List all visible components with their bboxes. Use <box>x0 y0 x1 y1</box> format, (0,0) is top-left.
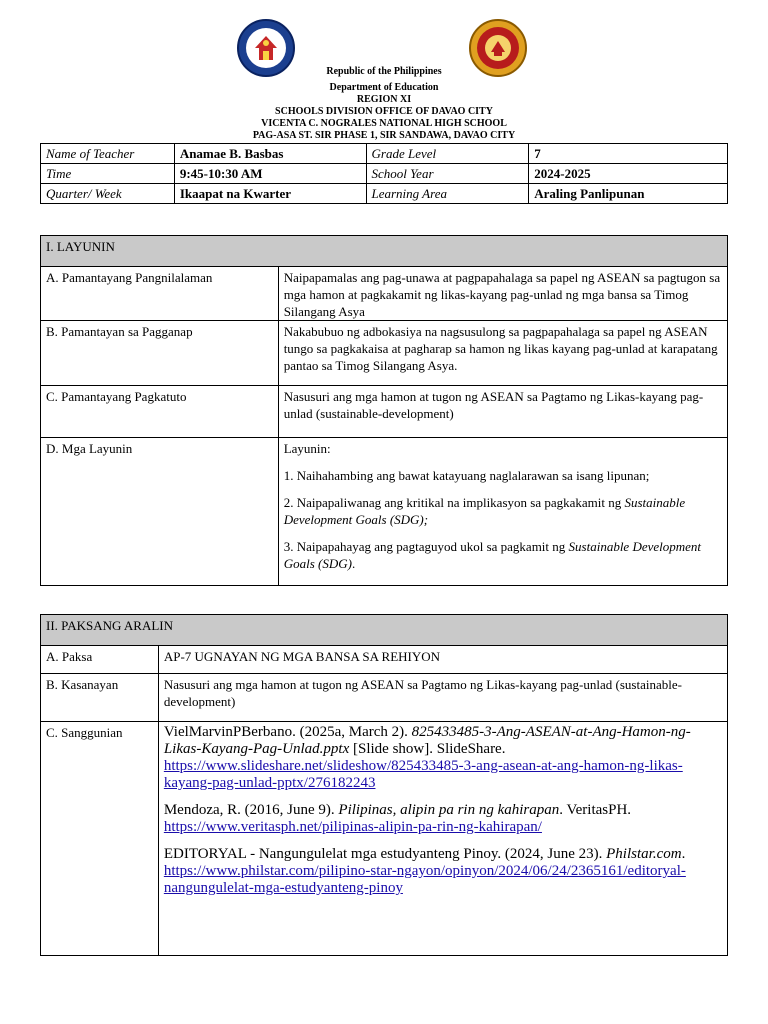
objective-3: 3. Naipapahayag ang pagtaguyod ukol sa pagkamit ng Sustainable Development Goals (SDG). <box>283 539 702 571</box>
reference-1: VielMarvinPBerbano. (2025a, March 2). 825433485-3-Ang-ASEAN-at-Ang-Hamon-ng-Likas-Kayang-Pag-Unlad.pptx [Slide show]. SlideShare. https://www.slideshare.net/slideshow/825433485-3-ang-asean-at-ang-hamon-ng-likas-kayang-pag-unlad-pptx/276182243 <box>163 724 691 791</box>
layunin-b-label: B. Pamantayan sa Pagganap <box>41 321 279 386</box>
area-value: Araling Panlipunan <box>529 184 728 204</box>
quarter-label: Quarter/ Week <box>41 184 175 204</box>
reference-3: EDITORYAL - Nangungulelat mga estudyanteng Pinoy. (2024, June 23). Philstar.com. https://www.philstar.com/pilipino-star-ngayon/opinyon/2024/06/24/2365161/editoryal-nangungulelat-mga-estudyanteng-pinoy <box>163 846 686 896</box>
table-row <box>41 267 728 321</box>
school-header <box>0 66 768 142</box>
reference-3-link[interactable]: https://www.philstar.com/pilipino-star-ngayon/opinyon/2024/06/24/2365161/editoryal-nangungulelat-mga-estudyanteng-pinoy <box>163 863 686 896</box>
layunin-c-label: C. Pamantayang Pagkatuto <box>41 386 279 438</box>
paksa-a-text: AP-7 UGNAYAN NG MGA BANSA SA REHIYON <box>158 646 727 674</box>
teacher-value: Anamae B. Basbas <box>174 144 366 164</box>
layunin-table <box>40 235 728 586</box>
objectives-intro: Layunin: <box>283 441 331 456</box>
reference-2-link[interactable]: https://www.veritasph.net/pilipinas-alipin-pa-rin-ng-kahirapan/ <box>163 819 542 835</box>
objective-1: 1. Naihahambing ang bawat katayuang naglalarawan sa isang lipunan; <box>283 468 650 483</box>
header-division: SCHOOLS DIVISION OFFICE OF DAVAO CITY <box>275 106 493 117</box>
references-content <box>158 722 727 956</box>
table-row <box>41 321 728 386</box>
year-label: School Year <box>366 164 529 184</box>
header-region: REGION XI <box>356 94 412 105</box>
header-department: Department of Education <box>329 82 439 93</box>
teacher-label: Name of Teacher <box>41 144 175 164</box>
teacher-info-table <box>40 143 728 204</box>
table-row <box>41 236 728 267</box>
time-label: Time <box>41 164 175 184</box>
layunin-d-label: D. Mga Layunin <box>41 438 279 586</box>
layunin-a-text: Naipapamalas ang pag-unawa at pagpapahalaga sa papel ng ASEAN sa pagtugon sa mga hamon at pagkakamit ng likas-kayang pag-unlad ng mga bansa sa Timog Silangang Asya <box>278 267 727 321</box>
section-title-paksa: II. PAKSANG ARALIN <box>41 615 728 646</box>
paksa-b-label: B. Kasanayan <box>41 674 159 722</box>
table-row <box>41 722 728 956</box>
reference-2: Mendoza, R. (2016, June 9). Pilipinas, alipin pa rin ng kahirapan. VeritasPH. https://www.veritasph.net/pilipinas-alipin-pa-rin-ng-kahirapan/ <box>163 802 632 835</box>
header-address: PAG-ASA ST. SIR PHASE 1, SIR SANDAWA, DAVAO CITY <box>252 130 516 141</box>
time-value: 9:45-10:30 AM <box>174 164 366 184</box>
table-row <box>41 615 728 646</box>
table-row <box>41 144 728 164</box>
paksa-a-label: A. Paksa <box>41 646 159 674</box>
table-row <box>41 386 728 438</box>
layunin-b-text: Nakabubuo ng adbokasiya na nagsusulong sa pagpapahalaga sa papel ng ASEAN tungo sa pagkakaisa at pagharap sa hamon ng likas kayang pag-unlad at karapatang pantao sa Timog Silangang Asya. <box>278 321 727 386</box>
layunin-c-text: Nasusuri ang mga hamon at tugon ng ASEAN sa Pagtamo ng Likas-kayang pag-unlad (sustainable-development) <box>278 386 727 438</box>
paksa-b-text: Nasusuri ang mga hamon at tugon ng ASEAN sa Pagtamo ng Likas-kayang pag-unlad (sustainable-development) <box>158 674 727 722</box>
grade-value: 7 <box>529 144 728 164</box>
table-row <box>41 438 728 586</box>
layunin-d-content <box>278 438 727 586</box>
table-row <box>41 164 728 184</box>
grade-label: Grade Level <box>366 144 529 164</box>
table-row <box>41 184 728 204</box>
objective-2: 2. Naipapaliwanag ang kritikal na implikasyon sa pagkakamit ng Sustainable Development Goals (SDG); <box>283 495 686 527</box>
area-label: Learning Area <box>366 184 529 204</box>
year-value: 2024-2025 <box>529 164 728 184</box>
table-row <box>41 674 728 722</box>
section-title-layunin: I. LAYUNIN <box>41 236 728 267</box>
layunin-a-label: A. Pamantayang Pangnilalaman <box>41 267 279 321</box>
reference-1-link[interactable]: https://www.slideshare.net/slideshow/825433485-3-ang-asean-at-ang-hamon-ng-likas-kayang-pag-unlad-pptx/276182243 <box>163 758 683 791</box>
quarter-value: Ikaapat na Kwarter <box>174 184 366 204</box>
paksa-c-label: C. Sanggunian <box>41 722 159 956</box>
table-row <box>41 646 728 674</box>
paksang-aralin-table <box>40 614 728 956</box>
header-school-name: VICENTA C. NOGRALES NATIONAL HIGH SCHOOL <box>261 118 507 129</box>
header-republic: Republic of the Philippines <box>326 66 442 77</box>
